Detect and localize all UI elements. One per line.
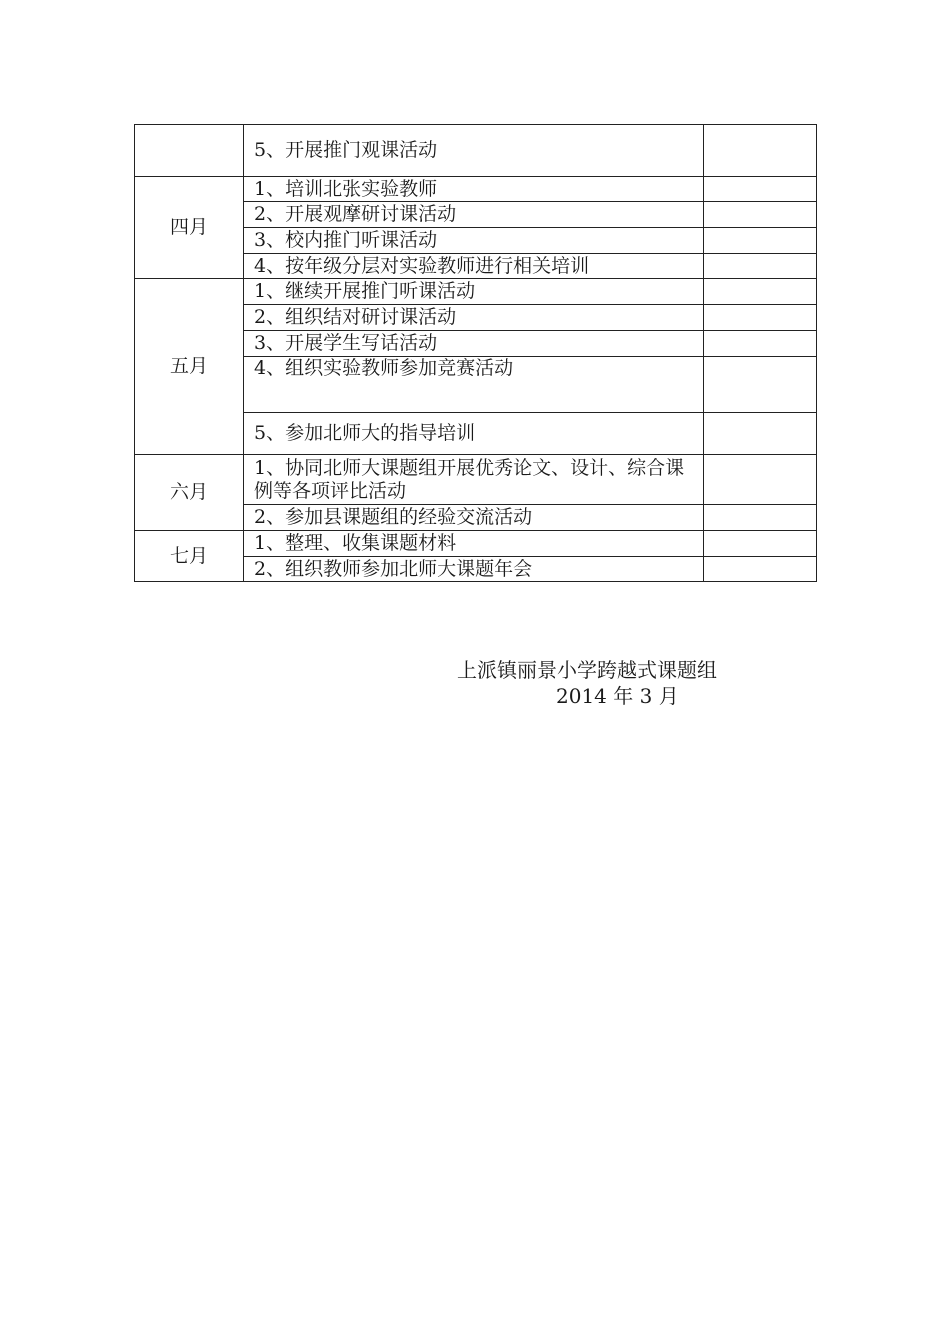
activity-cell: 1、协同北师大课题组开展优秀论文、设计、综合课例等各项评比活动 <box>244 455 704 505</box>
activity-cell: 3、校内推门听课活动 <box>244 228 704 254</box>
month-cell: 七月 <box>135 531 244 582</box>
remark-cell <box>704 177 817 202</box>
activity-cell: 1、整理、收集课题材料 <box>244 531 704 557</box>
remark-cell <box>704 279 817 305</box>
activity-cell: 4、按年级分层对实验教师进行相关培训 <box>244 254 704 279</box>
schedule-table <box>134 124 817 582</box>
month-cell: 五月 <box>135 279 244 455</box>
activity-cell: 1、培训北张实验教师 <box>244 177 704 202</box>
remark-cell <box>704 202 817 228</box>
schedule-table-body <box>135 125 817 582</box>
remark-cell <box>704 331 817 357</box>
signature-organization: 上派镇丽景小学跨越式课题组 <box>457 658 717 682</box>
activity-cell: 2、开展观摩研讨课活动 <box>244 202 704 228</box>
month-cell <box>135 125 244 177</box>
activity-cell: 2、参加县课题组的经验交流活动 <box>244 505 704 531</box>
activity-cell: 5、参加北师大的指导培训 <box>244 413 704 455</box>
activity-cell: 2、组织结对研讨课活动 <box>244 305 704 331</box>
remark-cell <box>704 254 817 279</box>
table-row <box>135 125 817 177</box>
table-row <box>135 531 817 557</box>
table-row <box>135 177 817 202</box>
month-cell: 六月 <box>135 455 244 531</box>
activity-cell: 4、组织实验教师参加竞赛活动 <box>244 357 704 413</box>
remark-cell <box>704 228 817 254</box>
remark-cell <box>704 413 817 455</box>
table-row <box>135 279 817 305</box>
month-cell: 四月 <box>135 177 244 279</box>
remark-cell <box>704 505 817 531</box>
activity-cell: 1、继续开展推门听课活动 <box>244 279 704 305</box>
remark-cell <box>704 531 817 557</box>
signature-date: 2014 年 3 月 <box>556 684 679 708</box>
remark-cell <box>704 455 817 505</box>
remark-cell <box>704 357 817 413</box>
remark-cell <box>704 557 817 582</box>
remark-cell <box>704 125 817 177</box>
activity-cell: 2、组织教师参加北师大课题年会 <box>244 557 704 582</box>
activity-cell: 3、开展学生写话活动 <box>244 331 704 357</box>
table-row <box>135 455 817 505</box>
remark-cell <box>704 305 817 331</box>
activity-cell: 5、开展推门观课活动 <box>244 125 704 177</box>
